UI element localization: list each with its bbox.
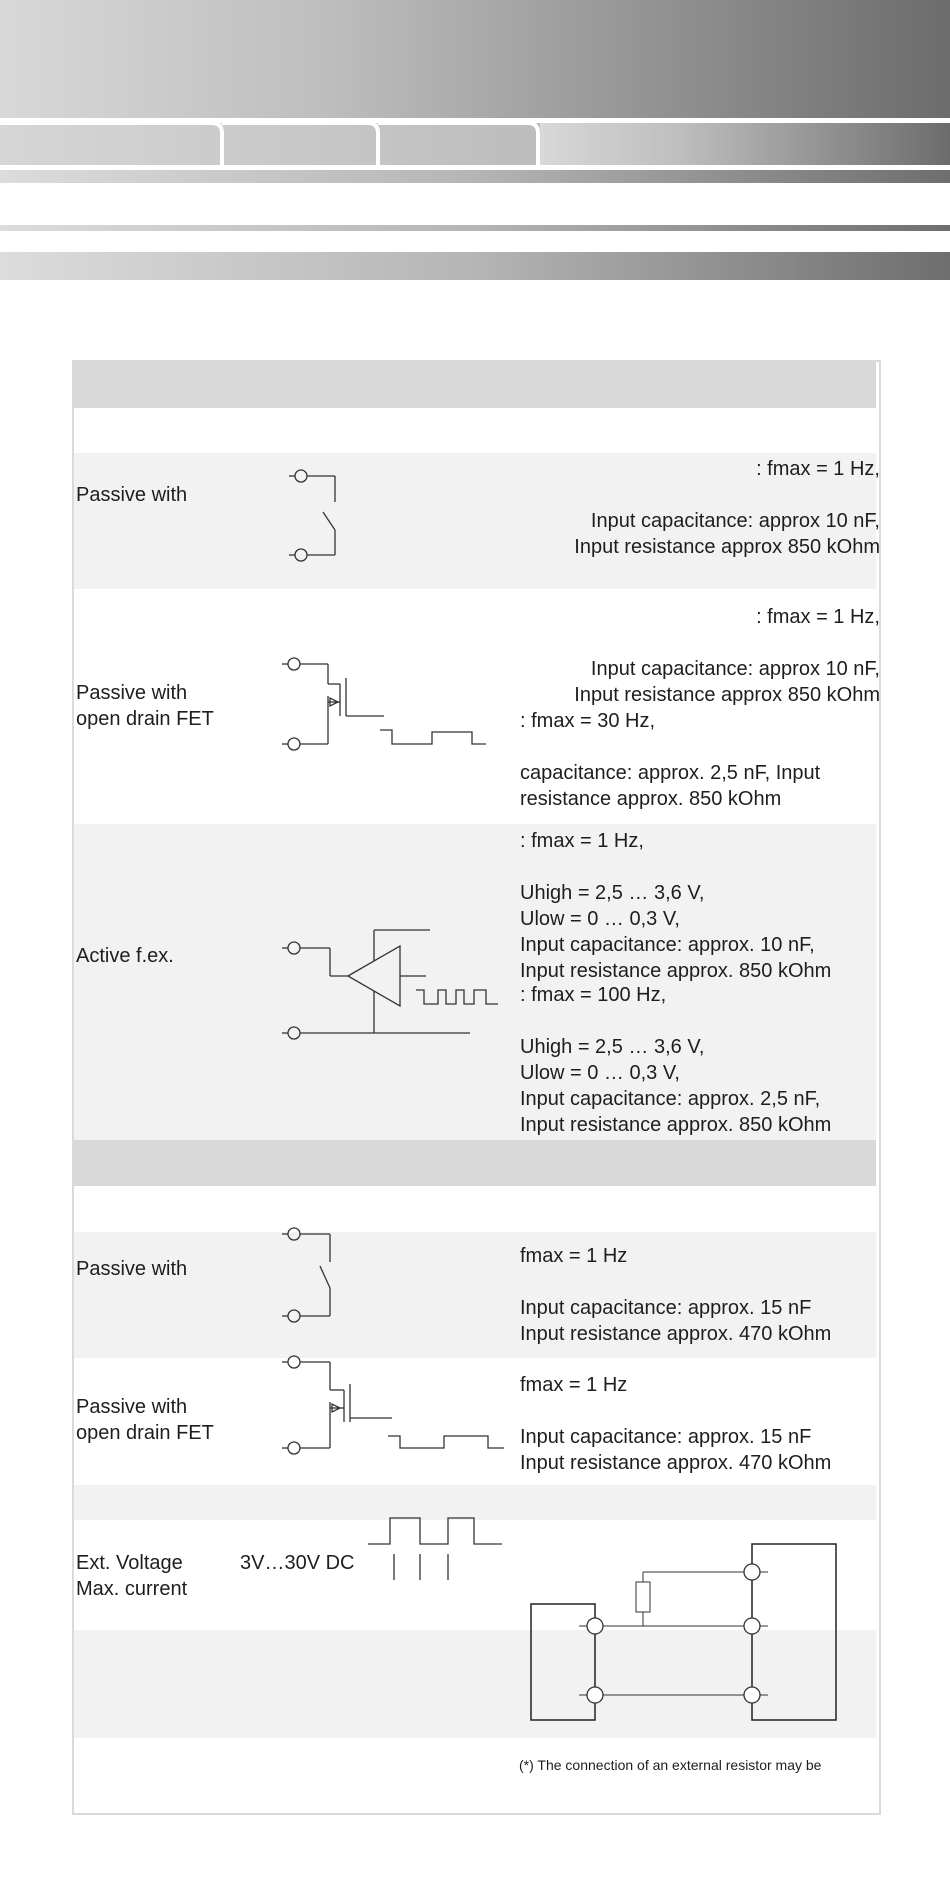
open-drain-fet-icon [280, 1352, 510, 1462]
active-buffer-icon [280, 930, 500, 1040]
row-label: Passive with [76, 484, 188, 506]
row-label: Active f.ex. [76, 945, 174, 967]
header-band [0, 0, 950, 290]
row-label: Ext. Voltage Max. current [76, 1552, 188, 1600]
pulse-waveform-icon [366, 1516, 506, 1582]
row-spec: : fmax = 1 Hz, Uhigh = 2,5 … 3,6 V, Ulow = 0 … 0,3 V, Input capacitance: approx. 10 nF, Input resistance approx. 850 kOhm [520, 830, 832, 982]
row-label: Passive with [76, 1258, 188, 1280]
external-resistor-wiring-diagram [525, 1540, 845, 1730]
section-header-band [74, 1140, 876, 1186]
row-spec: fmax = 1 Hz Input capacitance: approx. 15 nF Input resistance approx. 470 kOhm [520, 1245, 832, 1345]
section-header-band [74, 362, 876, 408]
row-spec: : fmax = 1 Hz, Input capacitance: approx 10 nF, Input resistance approx 850 kOhm [574, 458, 880, 558]
row-spec: fmax = 1 Hz Input capacitance: approx. 15 nF Input resistance approx. 470 kOhm [520, 1374, 832, 1474]
open-drain-fet-icon [280, 654, 490, 756]
switch-contact-icon [280, 1224, 340, 1324]
row-label: Passive with open drain FET [76, 1396, 214, 1444]
voltage-value: 3V…30V DC [240, 1552, 355, 1574]
row-band [74, 1485, 876, 1520]
row-spec: : fmax = 100 Hz, Uhigh = 2,5 … 3,6 V, Ulow = 0 … 0,3 V, Input capacitance: approx. 2,5 nF, Input resistance approx. 850 kOhm [520, 984, 832, 1136]
row-spec: : fmax = 1 Hz, Input capacitance: approx 10 nF, Input resistance approx 850 kOhm [574, 606, 880, 706]
row-spec: : fmax = 30 Hz, capacitance: approx. 2,5 nF, Input resistance approx. 850 kOhm [520, 710, 821, 810]
footnote: (*) The connection of an external resistor may be [519, 1757, 822, 1773]
row-label: Passive with open drain FET [76, 682, 214, 730]
switch-contact-icon [285, 466, 345, 562]
